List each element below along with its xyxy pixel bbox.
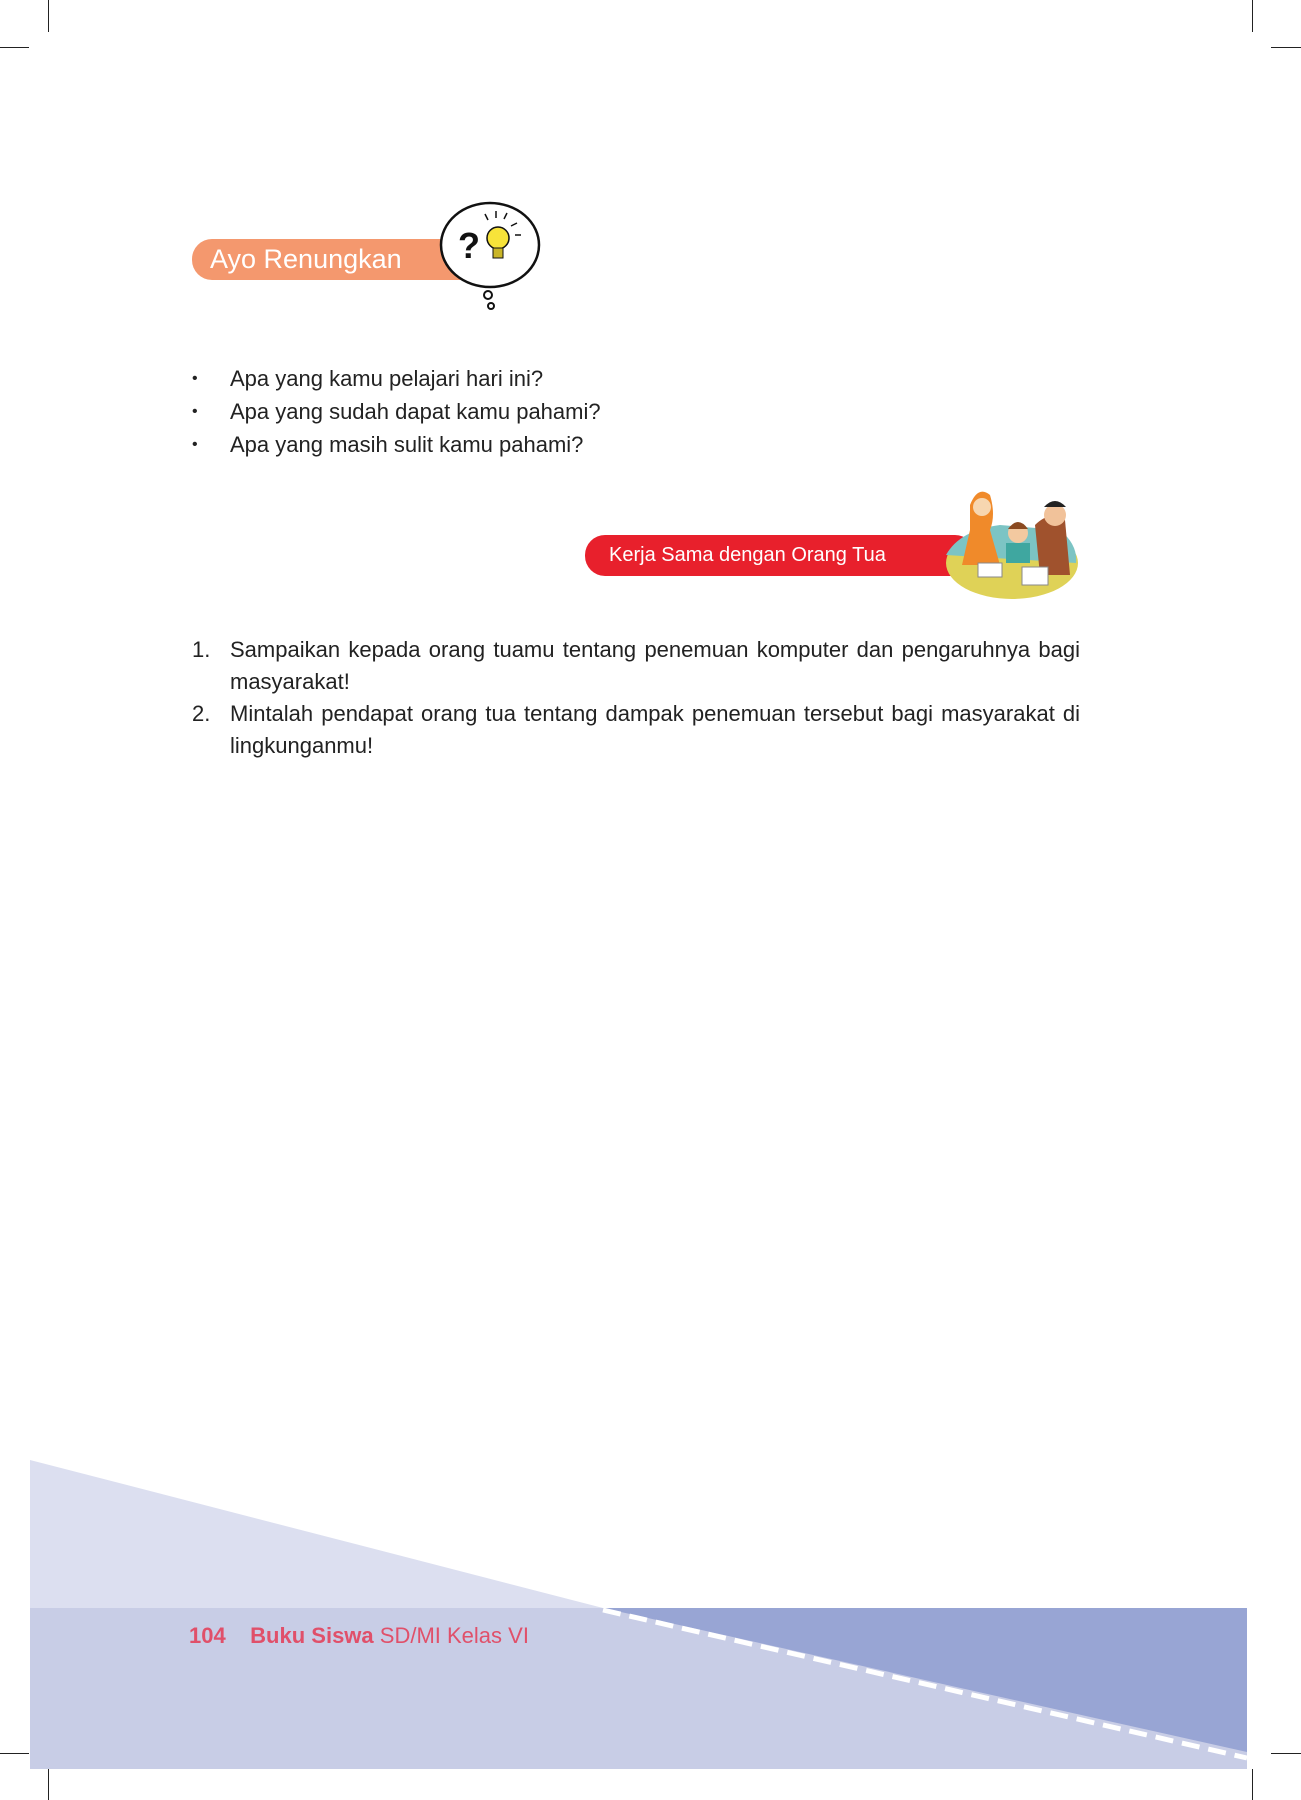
list-item: • Apa yang masih sulit kamu pahami? (192, 428, 601, 461)
reflection-heading-text: Ayo Renungkan (210, 244, 402, 274)
item-number: 1. (192, 637, 211, 662)
book-grade: SD/MI Kelas VI (379, 1623, 529, 1648)
item-text: Mintalah pendapat orang tua tentang dampak penemuan tersebut bagi masyarakat di lingkunganmu! (230, 701, 1080, 758)
book-title: Buku Siswa (250, 1623, 374, 1648)
item-number: 2. (192, 701, 211, 726)
page-footer (189, 1623, 529, 1649)
list-item: • Apa yang sudah dapat kamu pahami? (192, 395, 601, 428)
list-item: • Apa yang kamu pelajari hari ini? (192, 362, 601, 395)
item-text: Sampaikan kepada orang tuamu tentang penemuan komputer dan pengaruhnya bagi masyarakat! (230, 637, 1080, 694)
parents-heading-text: Kerja Sama dengan Orang Tua (609, 544, 886, 566)
svg-text:?: ? (458, 225, 480, 266)
page-number: 104 (189, 1623, 226, 1648)
